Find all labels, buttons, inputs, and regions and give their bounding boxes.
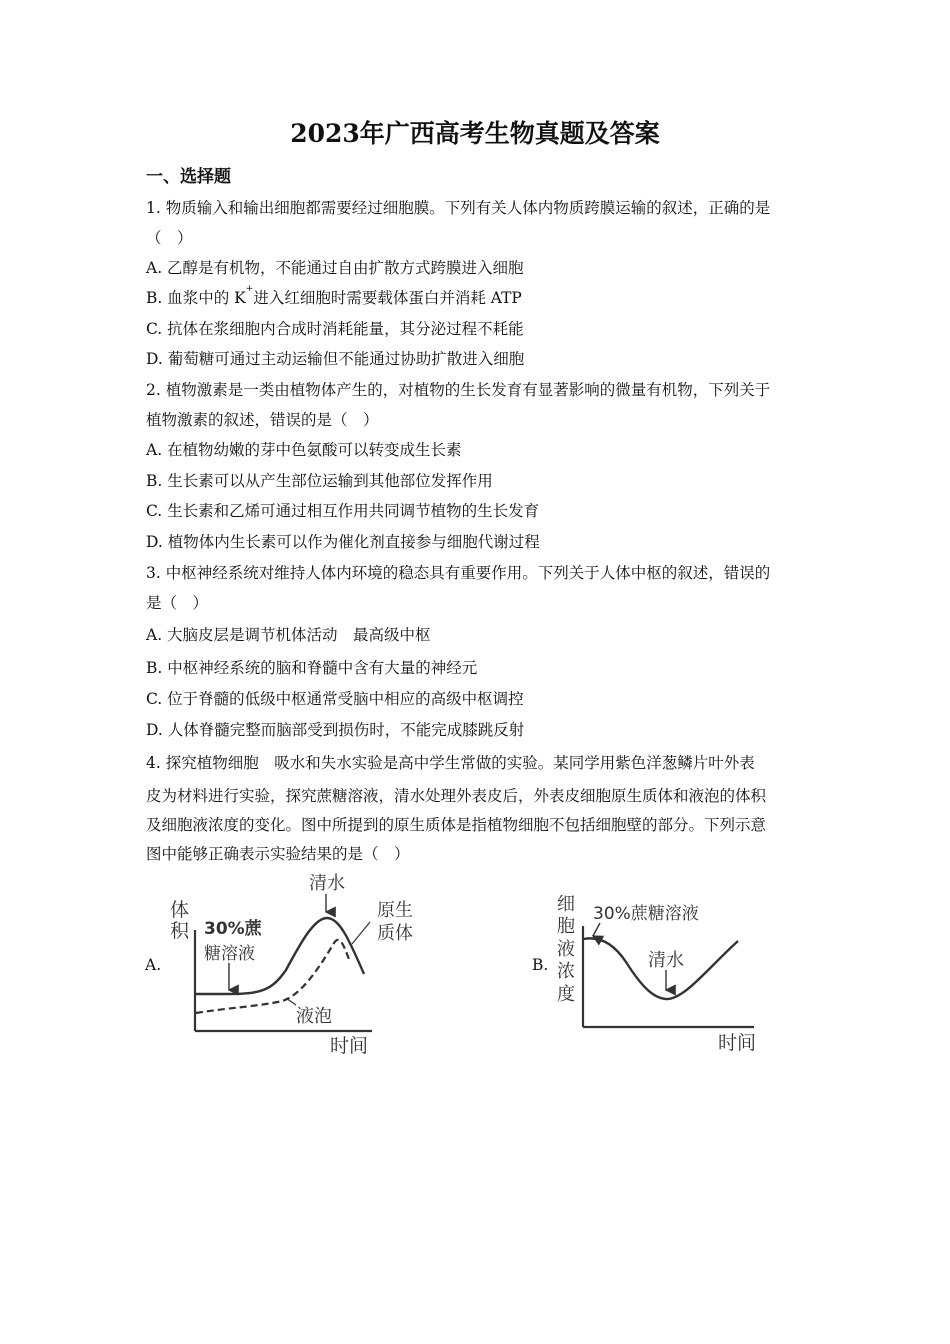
q3-option-b: B. 中枢神经系统的脑和脊髓中含有大量的神经元 xyxy=(146,659,478,677)
q4-stem-cont3: 图中能够正确表示实验结果的是（ ） xyxy=(146,845,410,863)
figure-b-ylabel-2: 胞 xyxy=(557,916,575,937)
q4-stem-cont2: 及细胞液浓度的变化。图中所提到的原生质体是指植物细胞不包括细胞壁的部分。下列示意 xyxy=(146,816,767,834)
figure-a-protoplast-label-1: 原生 xyxy=(377,900,413,921)
q3-option-c: C. 位于脊髓的低级中枢通常受脑中相应的高级中枢调控 xyxy=(146,690,524,708)
figure-a-vacuole-label: 液泡 xyxy=(296,1006,332,1027)
figure-a-option-label: A. xyxy=(145,956,162,974)
figure-a-ylabel-1: 体 xyxy=(170,899,190,921)
q3-stem-cont: 是（ ） xyxy=(146,594,209,612)
q1-option-b-sup: + xyxy=(245,284,254,294)
q2-option-d: D. 植物体内生长素可以作为催化剂直接参与细胞代谢过程 xyxy=(146,533,540,551)
figure-a-xlabel: 时间 xyxy=(330,1035,369,1057)
q1-bracket: （ ） xyxy=(146,229,193,247)
figure-a-annot-1: 30%蔗 xyxy=(204,919,262,939)
figure-b-xlabel: 时间 xyxy=(718,1032,757,1054)
figure-a-protoplast-pointer xyxy=(352,922,370,944)
figure-a-ylabel-2: 积 xyxy=(170,920,190,942)
q1-option-c: C. 抗体在浆细胞内合成时消耗能量，其分泌过程不耗能 xyxy=(146,320,524,338)
page-title: 2023年广西高考生物真题及答案 xyxy=(290,119,660,148)
q1-option-b xyxy=(146,286,522,308)
q3-stem: 3. 中枢神经系统对维持人体内环境的稳态具有重要作用。下列关于人体中枢的叙述，错误的 xyxy=(146,564,771,582)
figure-b-ylabel-5: 度 xyxy=(557,984,575,1005)
q3-option-a: A. 大脑皮层是调节机体活动 最高级中枢 xyxy=(146,626,431,644)
figure-a-protoplast-label-2: 质体 xyxy=(377,923,413,944)
figure-b-ylabel-3: 液 xyxy=(557,939,575,960)
figure-b-annot-arrow xyxy=(593,923,600,936)
figure-a-vacuole-pointer xyxy=(286,998,296,1005)
figure-b-ylabel-1: 细 xyxy=(557,894,575,915)
q1-option-a: A. 乙醇是有机物，不能通过自由扩散方式跨膜进入细胞 xyxy=(146,259,524,277)
q2-stem-cont: 植物激素的叙述，错误的是（ ） xyxy=(146,411,379,429)
figure-a-water-label: 清水 xyxy=(309,873,345,894)
figure-b-option-label: B. xyxy=(532,956,549,974)
section-heading: 一、选择题 xyxy=(146,167,231,187)
figure-b-water-label: 清水 xyxy=(648,950,684,971)
q2-option-c: C. 生长素和乙烯可通过相互作用共同调节植物的生长发育 xyxy=(146,502,540,520)
q4-stem: 4. 探究植物细胞 吸水和失水实验是高中学生常做的实验。某同学用紫色洋葱鳞片叶外表 xyxy=(146,754,755,772)
figure-a xyxy=(150,868,420,1058)
q1-option-b-text1: B. 血浆中的 K xyxy=(146,289,246,307)
figure-a-annot-2: 糖溶液 xyxy=(204,944,255,964)
q3-option-d: D. 人体脊髓完整而脑部受到损伤时，不能完成膝跳反射 xyxy=(146,721,525,739)
figure-b-ylabel-4: 浓 xyxy=(557,961,575,982)
q1-option-b-text2: 进入红细胞时需要载体蛋白并消耗 ATP xyxy=(253,289,522,307)
q4-stem-cont1: 皮为材料进行实验，探究蔗糖溶液，清水处理外表皮后，外表皮细胞原生质体和液泡的体积 xyxy=(146,787,767,805)
q2-option-a: A. 在植物幼嫩的芽中色氨酸可以转变成生长素 xyxy=(146,441,462,459)
q1-stem: 1. 物质输入和输出细胞都需要经过细胞膜。下列有关人体内物质跨膜运输的叙述，正确的是 xyxy=(146,199,771,217)
q2-option-b: B. 生长素可以从产生部位运输到其他部位发挥作用 xyxy=(146,472,493,490)
q2-stem: 2. 植物激素是一类由植物体产生的，对植物的生长发育有显著影响的微量有机物，下列关于 xyxy=(146,381,771,399)
q1-option-d: D. 葡萄糖可通过主动运输但不能通过协助扩散进入细胞 xyxy=(146,350,525,368)
figure-b xyxy=(550,885,760,1057)
figure-b-annot: 30%蔗糖溶液 xyxy=(593,904,699,924)
